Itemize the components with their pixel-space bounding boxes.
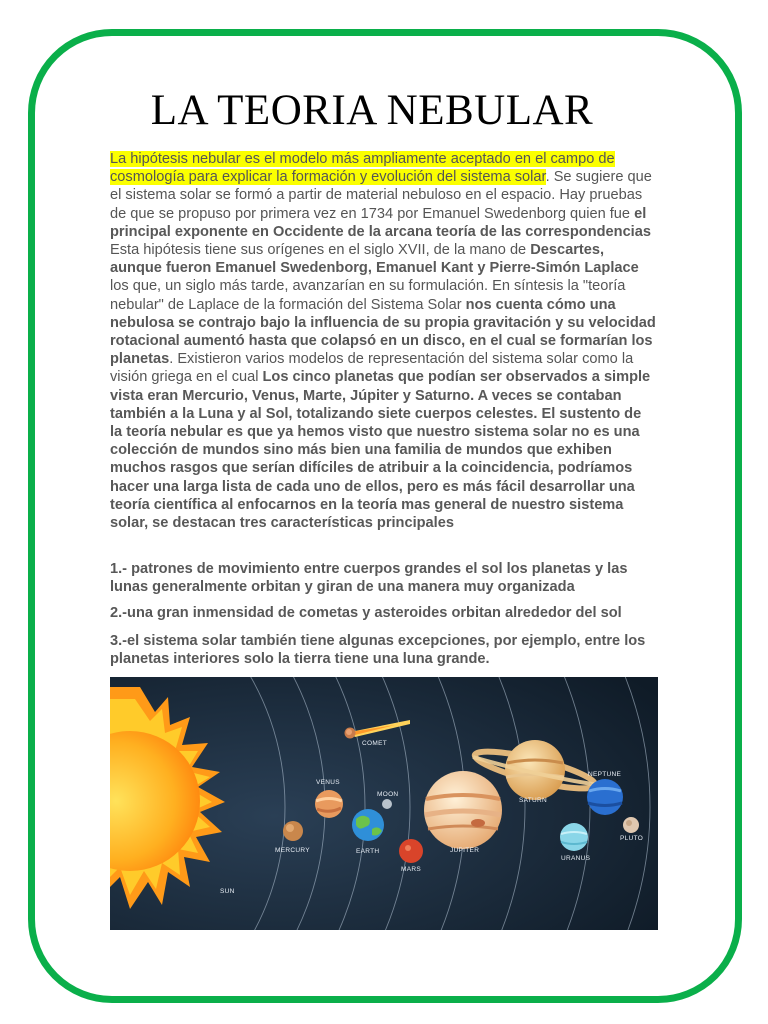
label-uranus: URANUS	[561, 855, 591, 862]
label-earth: EARTH	[356, 848, 380, 855]
paragraph-bold-1: el principal exponente en Occidente de la arcana teoría de las correspondencias	[110, 205, 651, 240]
label-mars: MARS	[401, 866, 421, 873]
neptune-icon	[587, 779, 623, 815]
highlighted-sentence: La hipótesis nebular es el modelo más ampliamente aceptado en el campo de cosmología para explicar la formación y evolución del sistema solar	[110, 151, 615, 186]
label-mercury: MERCURY	[275, 847, 310, 854]
earth-icon	[352, 809, 384, 841]
label-sun: SUN	[220, 888, 235, 895]
paragraph-bold-3: nos cuenta cómo una nebulosa se contrajo bajo la influencia de su propia gravitación y su velocidad rotacional aumentó hasta que colapsó en un disco, en el cual se formarían los planetas	[110, 296, 656, 368]
paragraph-text-4: . Existieron varios modelos de representación del sistema solar como la visión griega en el cual	[110, 351, 634, 386]
paragraph-text-2: Esta hipótesis tiene sus orígenes en el siglo XVII, de la mano de	[110, 242, 531, 259]
label-saturn: SATURN	[519, 797, 548, 804]
solar-system-svg	[110, 677, 658, 930]
pluto-icon	[623, 817, 639, 833]
mercury-icon	[283, 821, 303, 841]
paragraph-bold-2: Descartes, aunque fueron Emanuel Swedenborg, Emanuel Kant y Pierre-Simón Laplace	[110, 242, 639, 277]
list-item: 1.- patrones de movimiento entre cuerpos grandes el sol los planetas y las lunas generalmente orbitan y giran de una manera muy organizada	[110, 561, 628, 596]
paragraph-text-1: . Se sugiere que el sistema solar se formó a partir de material nebuloso en el espacio. Hay pruebas de que se propuso por primera vez en 1734 por Emanuel Swedenborg quien fue	[110, 169, 652, 222]
main-paragraph	[110, 150, 656, 532]
uranus-icon	[560, 823, 588, 851]
mars-icon	[399, 839, 423, 863]
label-neptune: NEPTUNE	[588, 771, 622, 778]
label-comet: COMET	[362, 740, 387, 747]
jupiter-icon	[424, 771, 502, 849]
label-pluto: PLUTO	[620, 835, 644, 842]
label-jupiter: JUPITER	[450, 847, 480, 854]
label-moon: MOON	[377, 791, 399, 798]
venus-icon	[315, 790, 343, 818]
list-item: 2.-una gran inmensidad de cometas y asteroides orbitan alrededor del sol	[110, 605, 622, 621]
paragraph-bold-4: Los cinco planetas que podían ser observados a simple vista eran Mercurio, Venus, Marte, Júpiter y Saturno. A veces se contaban también a la Luna y al Sol, totalizando siete cuerpos celestes. El sustento de la teoría nebular es que ya hemos visto que nuestro sistema solar no es una colección de mundos sino más bien una familia de mundos que exhiben muchos rasgos que serían difíciles de atribuir a la coincidencia, podríamos hacer una larga lista de cada uno de ellos, pero es más fácil desarrollar una teoría científica al enfocarnos en la teoría mas general de nuestro sistema solar, se destacan tres características principales	[110, 369, 651, 532]
paragraph-text-3: los que, un siglo más tarde, avanzarían en su formulación. En síntesis la "teoría nebular" de Laplace de la formación del Sistema Solar	[110, 278, 626, 313]
solar-system-illustration	[110, 677, 658, 930]
moon-icon	[382, 799, 392, 809]
page-title: LA TEORIA NEBULAR	[150, 87, 594, 134]
list-item: 3.-el sistema solar también tiene algunas excepciones, por ejemplo, entre los planetas interiores solo la tierra tiene una luna grande.	[110, 633, 646, 668]
label-venus: VENUS	[316, 779, 340, 786]
